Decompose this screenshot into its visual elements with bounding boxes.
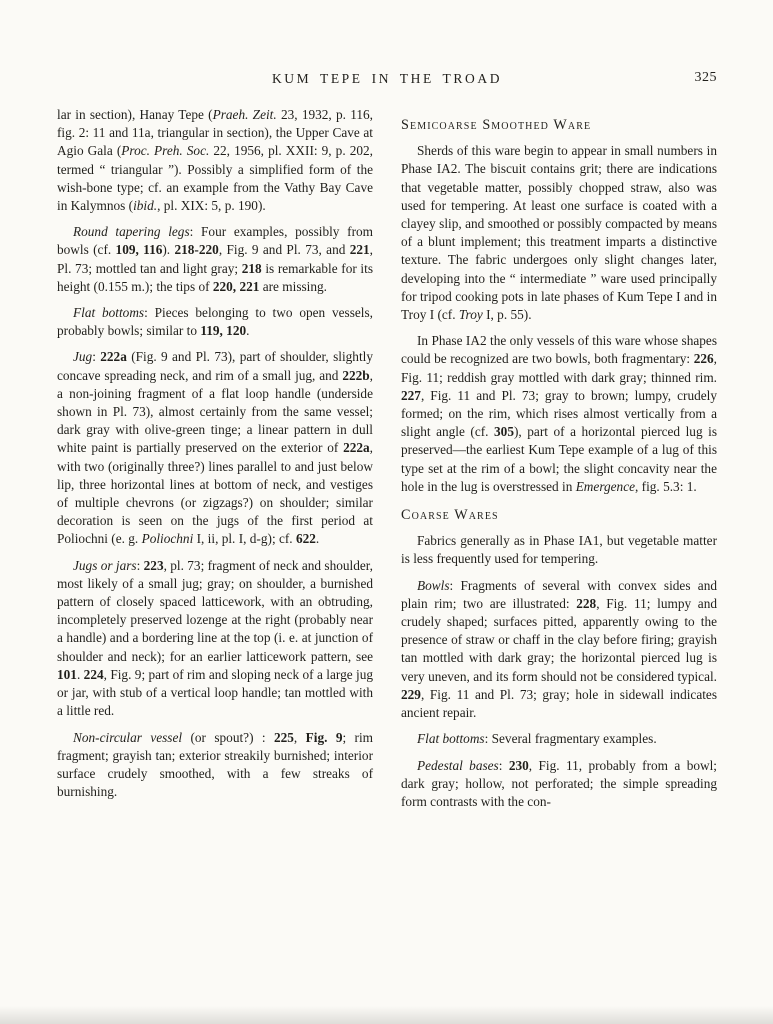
text-segment: , Pl. 73; mottled tan and light gray;: [57, 242, 373, 276]
text-segment: 220, 221: [212, 278, 260, 294]
paragraph: [401, 332, 717, 496]
text-segment: :: [498, 757, 509, 773]
text-segment: Jugs or jars: [73, 557, 137, 573]
text-segment: 222b: [342, 367, 370, 383]
right-column: [401, 106, 717, 819]
text-segment: , Fig. 11, probably from a bowl; dark gray; hollow, not perforated; the simple spreading form contrasts with the con-: [401, 757, 717, 809]
text-segment: are missing.: [259, 278, 327, 294]
paragraph: [57, 106, 373, 215]
text-segment: 222a: [100, 349, 127, 365]
text-segment: 23, 1932, p. 116, fig. 2: 11 and 11a, triangular in section), the Upper Cave at Agio Gala (: [57, 107, 373, 159]
text-segment: 222a: [343, 440, 370, 456]
text-segment: : Several fragmentary examples.: [484, 731, 657, 747]
text-segment: Flat bottoms: [417, 731, 485, 747]
text-segment: , Fig. 11; reddish gray mottled with dark gray; thinned rim.: [401, 351, 717, 385]
text-segment: , pl. XIX: 5, p. 190).: [157, 198, 266, 214]
text-segment: 218-220: [174, 242, 219, 258]
text-segment: Sherds of this ware begin to appear in small numbers in Phase IA2. The biscuit contains grit; there are indications that vegetable matter, possibly chopped straw, also was used for tempering. At least one surface is coated with a clayey slip, and smoothed or possibly compacted by means of a blunt implement; this treatment imparts a distinctive texture. The fabric undergoes only slight changes later, developing into the “ intermediate ” ware used principally for tripod cooking pots in late phases of Kum Tepe I and in Troy I (cf.: [401, 143, 717, 323]
text-segment: .: [76, 666, 84, 682]
section-heading: Coarse Wares: [401, 507, 499, 524]
text-segment: 305: [494, 424, 514, 440]
paragraph: [401, 730, 717, 748]
text-segment: ).: [162, 242, 175, 258]
text-segment: Round tapering legs: [73, 224, 190, 240]
text-segment: 221: [349, 242, 370, 258]
text-segment: :: [92, 349, 101, 365]
text-segment: ), part of a horizontal pierced lug is preserved—the earliest Kum Tepe example of a lug of this type set at the rim of a bowl; the slight concavity near the hole in the lug is overstressed in: [401, 424, 717, 494]
running-head: [57, 70, 717, 92]
text-segment: ,: [293, 729, 306, 745]
text-segment: : Pieces belonging to two open vessels, probably bowls; similar to: [57, 305, 373, 339]
text-segment: is remarkable for its height (0.155 m.); the tips of: [57, 260, 373, 294]
paragraph: [401, 142, 717, 324]
paragraph: [57, 348, 373, 548]
text-segment: Jug: [73, 349, 93, 365]
text-segment: : Fragments of several with convex sides and plain rim; two are illustrated:: [401, 577, 717, 611]
text-segment: Emergence: [575, 478, 635, 494]
text-segment: 22, 1956, pl. XXII: 9, p. 202, termed “ triangular ”). Possibly a simplified form of the wish-bone type; cf. an example from the Vathy Bay Cave in Kalymnos (: [57, 143, 373, 214]
text-segment: Fig. 9: [305, 729, 343, 745]
text-segment: 230: [508, 757, 529, 773]
text-segment: Proc. Preh. Soc.: [121, 143, 210, 159]
text-segment: : Four examples, possibly from bowls (cf.: [57, 224, 374, 258]
text-segment: I, ii, pl. I, d-g); cf.: [193, 531, 296, 547]
text-segment: .: [315, 531, 320, 547]
text-segment: 229: [401, 686, 421, 702]
text-segment: I, p. 55).: [482, 307, 532, 323]
text-segment: , Fig. 11 and Pl. 73; gray; hole in sidewall indicates ancient repair.: [401, 686, 717, 721]
text-segment: , a non-joining fragment of a flat loop handle (underside shown in Pl. 73), almost certainly from the same vessel; dark gray with olive-green tinge; a linear pattern in dull white paint is partially preserved on the exterior of: [57, 367, 373, 456]
text-segment: ibid.: [133, 198, 158, 214]
text-segment: Praeh. Zeit.: [212, 107, 277, 122]
section-heading: Semicoarse Smoothed Ware: [401, 117, 592, 133]
text-segment: , fig. 5.3: 1.: [635, 478, 697, 494]
paragraph: [401, 577, 717, 723]
paragraph: [57, 223, 373, 296]
text-segment: (Fig. 9 and Pl. 73), part of shoulder, slightly concave spreading neck, and rim of a small jug, and: [57, 349, 373, 383]
text-segment: Bowls: [417, 577, 450, 593]
text-segment: , Fig. 11 and Pl. 73; gray to brown; lumpy, crudely formed; on the rim, which rises almost vertically from a slight angle (cf.: [401, 387, 717, 440]
text-segment: , Fig. 9 and Pl. 73, and: [218, 242, 350, 258]
text-segment: 101: [57, 666, 77, 682]
text-columns: [57, 106, 717, 819]
paragraph: [401, 532, 717, 568]
text-segment: 224: [83, 666, 104, 682]
text-segment: 622: [295, 531, 316, 547]
text-segment: Troy: [458, 307, 483, 323]
text-segment: Fabrics generally as in Phase IA1, but vegetable matter is less frequently used for tempering.: [401, 533, 717, 567]
text-segment: Poliochni: [141, 531, 194, 547]
text-segment: 109, 116: [115, 242, 163, 258]
left-column: [57, 106, 373, 819]
text-segment: :: [136, 557, 144, 573]
paragraph: [57, 729, 373, 802]
text-segment: 218: [241, 260, 262, 276]
text-segment: ; rim fragment; grayish tan; exterior streakily burnished; interior surface crudely smoothed, with a few streaks of burnishing.: [57, 729, 374, 800]
text-segment: 226: [693, 351, 714, 367]
text-segment: 119, 120: [200, 323, 247, 339]
text-segment: Pedestal bases: [417, 757, 499, 773]
text-segment: lar in section), Hanay Tepe (: [57, 107, 213, 122]
text-segment: (or spout?) :: [182, 729, 274, 745]
text-segment: 223: [143, 557, 164, 573]
text-segment: , pl. 73; fragment of neck and shoulder, most likely of a small jug; gray; on shoulder, a burnished pattern of closely spaced latticework, with an obtruding, incompletely preserved lozenge at the right (probably near a handle) and a bordering line at the top (i. e. at junction of shoulder and neck); for an earlier latticework pattern, see: [57, 557, 373, 664]
text-segment: Non-circular vessel: [73, 729, 183, 745]
text-segment: .: [246, 323, 250, 339]
paragraph: [401, 757, 717, 812]
text-segment: Flat bottoms: [73, 305, 145, 321]
text-segment: , Fig. 9; part of rim and sloping neck of a large jug or jar, with stub of a vertical loop handle; tan mottled with a little red.: [57, 666, 373, 719]
text-segment: 227: [401, 387, 421, 403]
paragraph: [57, 557, 373, 721]
paragraph: [57, 304, 373, 340]
text-segment: 228: [576, 595, 597, 611]
page-header-title: KUM TEPE IN THE TROAD: [271, 71, 503, 86]
text-segment: In Phase IA2 the only vessels of this ware whose shapes could be recognized are two bowls, both fragmentary:: [401, 333, 717, 367]
text-segment: , Fig. 11; lumpy and crudely shaped; surfaces pitted, apparently owing to the presence of straw or chaff in the clay before firing; grayish tan mottled with dark gray; the horizontal pierced lug is very uneven, and its form should not be considered typical.: [401, 595, 717, 684]
text-segment: , with two (originally three?) lines parallel to and just below lip, three horizontal lines at bottom of neck, and vestiges of multiple chevrons (or zigzags?) on shoulder; similar decoration is seen on the jugs of the first period at Poliochni (e. g.: [57, 440, 373, 547]
page-number: 325: [694, 70, 717, 85]
text-segment: 225: [273, 729, 294, 745]
